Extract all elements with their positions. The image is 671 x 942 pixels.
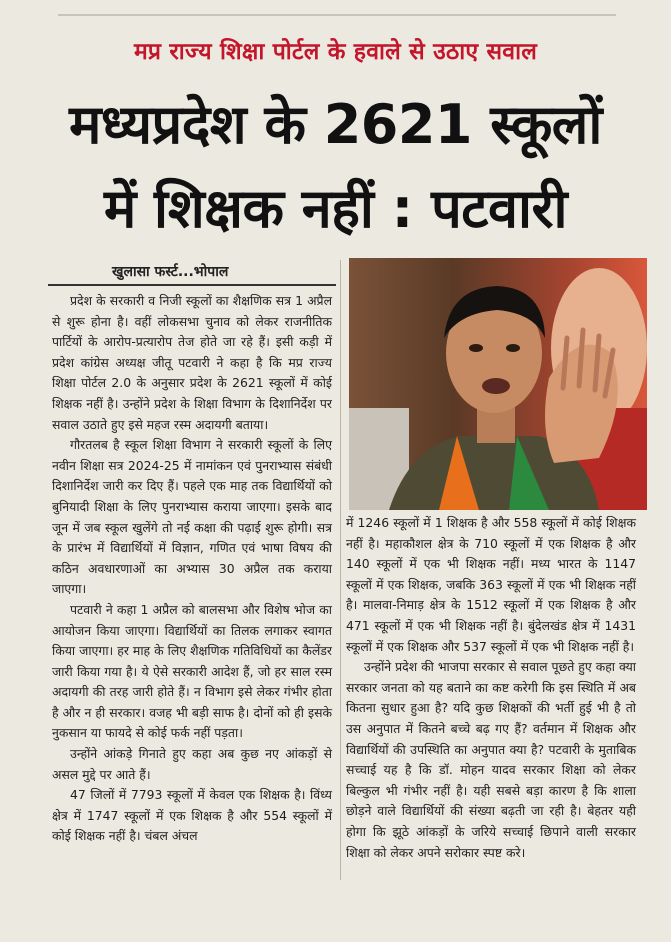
paragraph: पटवारी ने कहा 1 अप्रैल को बालसभा और विशेष भोज का आयोजन किया जाएगा। विद्यार्थियों का तिलक लगाकर स्वागत किया जाएगा। हर माह के लिए शैक्षणिक गतिविधियों का कैलेंडर जारी किया गया है। ये ऐसे सरकारी आदेश हैं, जो हर साल रस्म अदायगी की तरह जारी होते हैं। न विभाग इसे लेकर गंभीर होता है और न ही सरकार। वजह भी बड़ी साफ है। दोनों को ही इसके नुकसान या फायदे से कोई फर्क नहीं पड़ता। xyxy=(52,601,332,741)
byline: खुलासा फर्स्ट...भोपाल xyxy=(112,264,229,280)
headline-line-2: में शिक्षक नहीं : पटवारी xyxy=(103,177,568,240)
byline-rule xyxy=(48,284,336,286)
article-right-column xyxy=(346,513,636,863)
column-separator xyxy=(340,260,341,880)
paragraph: प्रदेश के सरकारी व निजी स्कूलों का शैक्षणिक सत्र 1 अप्रैल से शुरू होना है। वहीं लोकसभा चुनाव को लेकर राजनीतिक पार्टियों के आरोप-प्रत्यारोप तेज होते जा रहे हैं। इसी कड़ी में प्रदेश कांग्रेस अध्यक्ष जीतू पटवारी ने कहा है कि मप्र राज्य शिक्षा पोर्टल 2.0 के अनुसार प्रदेश के 2621 स्कूलों में कोई शिक्षक नहीं है। उन्होंने प्रदेश के शिक्षा विभाग के दिशानिर्देश पर सवाल उठाते हुए इसे महज रस्म अदायगी बताया। xyxy=(52,293,332,432)
paragraph: उन्होंने आंकड़े गिनाते हुए कहा अब कुछ नए आंकड़ों से असल मुद्दे पर आते हैं। xyxy=(52,746,332,782)
top-rule xyxy=(58,14,616,16)
headline-line-1: मध्यप्रदेश के 2621 स्कूलों xyxy=(69,93,602,156)
paragraph: 47 जिलों में 7793 स्कूलों में केवल एक शिक्षक है। विंध्य क्षेत्र में 1747 स्कूलों में एक शिक्षक है और 554 स्कूलों में कोई शिक्षक नहीं है। चंबल अंचल xyxy=(52,787,332,844)
kicker-headline: मप्र राज्य शिक्षा पोर्टल के हवाले से उठाए सवाल xyxy=(133,39,538,65)
paragraph: गौरतलब है स्कूल शिक्षा विभाग ने सरकारी स्कूलों के लिए नवीन शिक्षा सत्र 2024-25 में नामांकन एवं पुनराभ्यास संबंधी दिशानिर्देश जारी कर दिए हैं। पहले एक माह तक विद्यार्थियों को बुनियादी शिक्षा के लिए पुनराभ्यास कराया जाएगा। इसके बाद जून में जब स्कूल खुलेंगे तो नई कक्षा की पढ़ाई शुरू होगी। सत्र के प्रारंभ में विद्यार्थियों में विज्ञान, गणित एवं भाषा विषय की कठिन अवधारणाओं का अभ्यास 30 अप्रैल तक कराया जाएगा। xyxy=(52,437,332,597)
paragraph: में 1246 स्कूलों में 1 शिक्षक है और 558 स्कूलों में कोई शिक्षक नहीं है। महाकौशल क्षेत्र के 710 स्कूलों में एक शिक्षक है और 140 स्कूलों में एक भी शिक्षक नहीं। मध्य भारत के 1147 स्कूलों में एक शिक्षक, जबकि 363 स्कूलों में एक भी शिक्षक नहीं है। मालवा-निमाड़ क्षेत्र के 1512 स्कूलों में एक शिक्षक है और 471 स्कूलों में एक भी शिक्षक नहीं है। बुंदेलखंड क्षेत्र में 1431 स्कूलों में एक शिक्षक और 537 स्कूलों में एक भी शिक्षक नहीं है। xyxy=(346,515,636,654)
politician-photo xyxy=(349,258,647,510)
article-left-column xyxy=(52,291,332,847)
paragraph: उन्होंने प्रदेश की भाजपा सरकार से सवाल पूछते हुए कहा क्या सरकार जनता को यह बताने का कष्ट करेगी कि इस स्थिति में अब कितना सुधार हुआ है? यदि कुछ शिक्षकों की भर्ती हुई भी है तो उस अनुपात में कितने बच्चे बढ़ गए हैं? वर्तमान में शिक्षक और विद्यार्थियों की उपस्थिति का अनुपात क्या है? पटवारी के मुताबिक सच्चाई यह है कि डॉ. मोहन यादव सरकार शिक्षा को लेकर बिल्कुल भी गंभीर नहीं है। यही सबसे बड़ा कारण है कि शाला छोड़ने वाले विद्यार्थियों की संख्या बढ़ती जा रही है। बेहतर यही होगा कि झूठे आंकड़ों के जरिये सच्चाई छिपाने वाली सरकार शिक्षा को लेकर अपने सरोकार स्पष्ट करे। xyxy=(346,659,636,860)
